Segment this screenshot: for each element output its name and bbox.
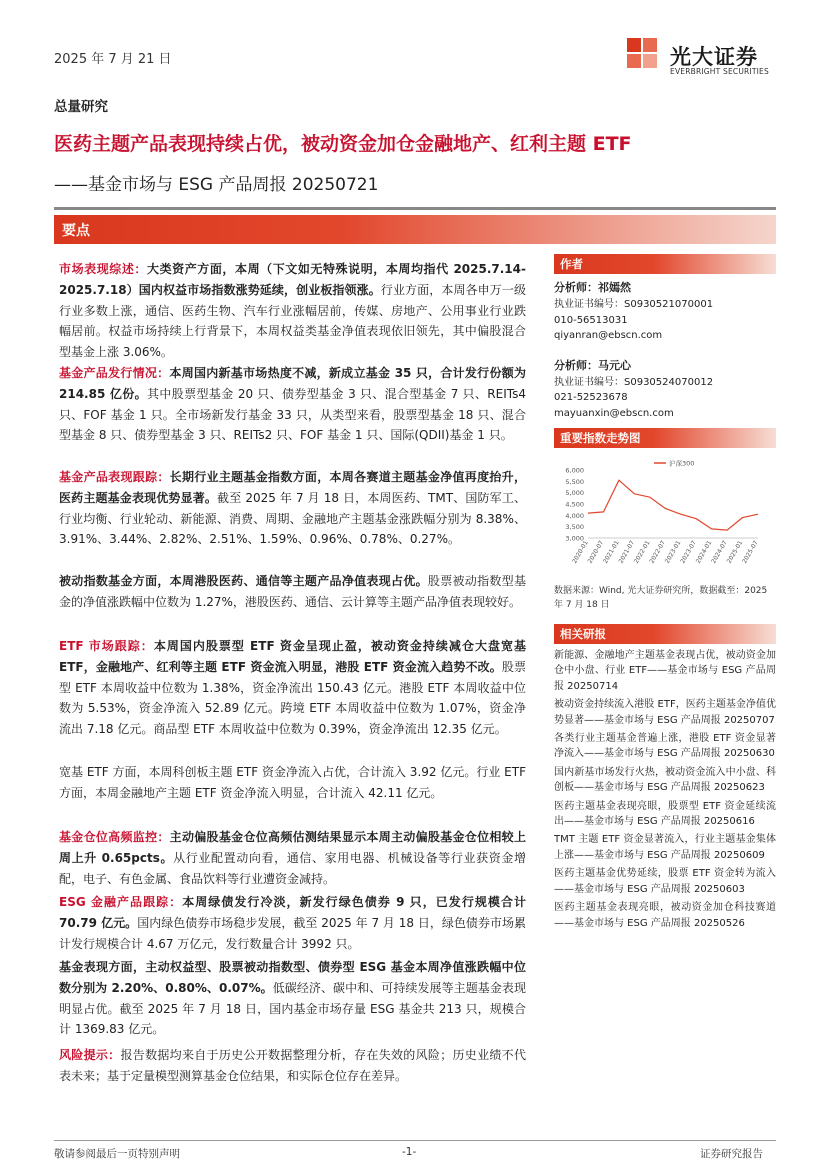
related-report-link[interactable]: 医药主题基金优势延续，股票 ETF 资金转为流入——基金市场与 ESG 产品周报 20250603 xyxy=(554,868,776,895)
footer-disclaimer[interactable]: 敬请参阅最后一页特别声明 xyxy=(54,1148,180,1160)
y-tick-label: 3,000 xyxy=(565,534,584,543)
para-etf-tracking: ETF 市场跟踪：本周国内股票型 ETF 资金呈现止盈，被动资金持续减仓大盘宽基 ETF，金融地产、红利等主题 ETF 资金流入明显，港股 ETF 资金流入趋势不改。股票型 ETF 本周收益中位数为 1.38%，资金净流出 150.43 亿元。港股 ETF 本周收益中位数为 5.53%，资金净流入 52.89 亿元。跨境 ETF 本周收益中位数为 1.07%，资金净流出 7.18 亿元。商品型 ETF 本周收益中位数为 0.39%，资金净流出 12.35 亿元。 xyxy=(59,639,526,737)
analyst-email[interactable]: mayuanxin@ebscn.com xyxy=(554,407,674,419)
related-report-link[interactable]: 医药主题基金表现亮眼，股票型 ETF 资金延续流出——基金市场与 ESG 产品周报 20250616 xyxy=(554,800,776,828)
analyst-phone: 021-52523678 xyxy=(554,392,628,403)
author-header: 作者 xyxy=(554,254,776,274)
y-tick-label: 6,000 xyxy=(565,466,584,475)
key-points-bar xyxy=(54,215,776,244)
x-tick-label: 2022-01 xyxy=(632,539,652,565)
footer-report-type: 证券研究报告 xyxy=(700,1148,763,1160)
para-fund-issuance: 基金产品发行情况：本周国内新基市场热度不减，新成立基金 35 只，合计发行份额为 214.85 亿份。其中股票型基金 20 只、债券型基金 3 只、混合型基金 7 只、REITs4 只、FOF 基金 1 只。全市场新发行基金 33 只，从类型来看，股票型基金 18 只、混合型基金 8 只、债券型基金 3 只、REITs2 只、FOF 基金 1 只、国际(QDII)基金 1 只。 xyxy=(59,366,526,443)
related-section xyxy=(554,624,776,934)
page-subtitle: ——基金市场与 ESG 产品周报 20250721 xyxy=(54,175,379,195)
report-category: 总量研究 xyxy=(54,99,108,115)
related-report-link[interactable]: 医药主题基金表现亮眼，被动资金加仓科技赛道——基金市场与 ESG 产品周报 20250526 xyxy=(554,902,776,929)
para-position-monitor: 基金仓位高频监控：主动偏股基金仓位高频估测结果显示本周主动偏股基金仓位相较上周上升 0.65pcts。从行业配置动向看，通信、家用电器、机械设备等行业获资金增配，电子、有色金属、食品饮料等行业遭资金减持。 xyxy=(59,830,526,886)
key-points-label: 要点 xyxy=(62,223,90,239)
analyst-name: 分析师：马元心 xyxy=(554,358,631,372)
x-tick-label: 2021-01 xyxy=(602,539,621,565)
report-date: 2025 年 7 月 21 日 xyxy=(54,52,172,67)
series-line-hs300 xyxy=(588,480,758,530)
para-esg-funds: 基金表现方面，主动权益型、股票被动指数型、债券型 ESG 基金本周净值涨跌幅中位数分别为 2.20%、0.80%、0.07%。低碳经济、碳中和、可持续发展等主题基金表现明显占优。截至 2025 年 7 月 18 日，国内基金市场存量 ESG 基金共 213 只，规模合计 1369.83 亿元。 xyxy=(59,960,526,1037)
y-tick-label: 5,000 xyxy=(565,489,584,498)
legend-label: 沪深300 xyxy=(669,459,695,468)
x-tick-label: 2020-07 xyxy=(586,539,606,565)
analyst-license: 执业证书编号：S0930524070012 xyxy=(554,376,714,388)
para-market-review: 市场表现综述：大类资产方面，本周（下文如无特殊说明，本周均指代 2025.7.14-2025.7.18）国内权益市场指数涨势延续，创业板指领涨。行业方面，本周各申万一级行业多数上涨，通信、医药生物、汽车行业涨幅居前，传媒、房地产、公用事业行业跌幅居前。权益市场持续上行背景下，本周权益类基金净值表现依旧领先，其中偏股混合型基金上涨 3.06%。 xyxy=(59,262,526,360)
x-tick-label: 2024-01 xyxy=(694,539,714,565)
para-broad-etf: 宽基 ETF 方面，本周科创板主题 ETF 资金净流入占优，合计流入 3.92 亿元。行业 ETF 方面，本周金融地产主题 ETF 资金净流入明显，合计流入 42.11 亿元。 xyxy=(59,765,526,800)
para-passive-index: 被动指数基金方面，本周港股医药、通信等主题产品净值表现占优。股票被动指数型基金的净值涨跌幅中位数为 1.27%，港股医药、通信、云计算等主题产品净值表现较好。 xyxy=(59,574,526,609)
para-esg-products: ESG 金融产品跟踪：本周绿债发行冷淡，新发行绿色债券 9 只，已发行规模合计 70.79 亿元。国内绿色债券市场稳步发展，截至 2025 年 7 月 18 日，绿色债券市场累计发行规模合计 4.67 万亿元，发行数量合计 3992 只。 xyxy=(59,895,526,951)
chart-source: 数据来源：Wind, 光大证券研究所，数据截至：2025 年 7 月 18 日 xyxy=(554,586,768,610)
x-tick-label: 2023-01 xyxy=(663,539,683,565)
related-report-link[interactable]: 国内新基市场发行火热，被动资金流入中小盘、科创板——基金市场与 ESG 产品周报 20250623 xyxy=(554,766,776,794)
analyst-license: 执业证书编号：S0930521070001 xyxy=(554,299,714,310)
x-tick-label: 2021-07 xyxy=(617,539,637,565)
related-report-link[interactable]: 被动资金持续流入港股 ETF，医药主题基金净值优势显著——基金市场与 ESG 产品周报 20250707 xyxy=(554,699,776,726)
y-tick-label: 5,500 xyxy=(565,477,584,486)
y-tick-label: 4,000 xyxy=(565,511,584,520)
logo-subtext: EVERBRIGHT SECURITIES xyxy=(670,67,769,76)
chart-header: 重要指数走势图 xyxy=(554,428,776,448)
author-section xyxy=(554,254,776,421)
y-tick-label: 4,500 xyxy=(565,500,584,509)
para-risk-warning: 风险提示：报告数据均来自于历史公开数据整理分析，存在失效的风险；历史业绩不代表未来；基于定量模型测算基金仓位结果，和实际仓位存在差异。 xyxy=(59,1048,526,1083)
x-tick-label: 2022-07 xyxy=(648,539,668,565)
para-fund-performance: 基金产品表现跟踪：长期行业主题基金指数方面，本周各赛道主题基金净值再度抬升，医药主题基金表现优势显著。截至 2025 年 7 月 18 日，本周医药、TMT、国防军工、行业均衡、行业轮动、新能源、消费、周期、金融地产主题基金涨跌幅分别为 8.38%、3.91%、3.44%、2.82%、2.51%、1.59%、0.96%、0.78%、0.27%。 xyxy=(59,470,526,547)
analyst-email[interactable]: qiyanran@ebscn.com xyxy=(554,330,663,341)
x-tick-label: 2025-01 xyxy=(725,539,745,565)
analyst-phone: 010-56513031 xyxy=(554,314,628,326)
chart-header-wrap xyxy=(554,428,776,448)
related-report-link[interactable]: 各类行业主题基金普遍上涨，港股 ETF 资金显著净流入——基金市场与 ESG 产品周报 20250630 xyxy=(554,733,776,760)
x-tick-label: 2024-07 xyxy=(710,539,729,565)
page-title: 医药主题产品表现持续占优，被动资金加仓金融地产、红利主题 ETF xyxy=(54,133,632,155)
analyst-name: 分析师：祁嫣然 xyxy=(554,281,631,294)
related-header: 相关研报 xyxy=(554,624,776,644)
page-number: -1- xyxy=(402,1146,417,1158)
header-divider xyxy=(54,207,776,210)
footer-divider xyxy=(54,1140,776,1141)
x-tick-label: 2025-07 xyxy=(741,539,760,565)
x-tick-label: 2020-01 xyxy=(571,539,590,565)
x-tick-label: 2023-07 xyxy=(679,539,698,565)
logo-text: 光大证券 xyxy=(670,45,758,69)
related-report-link[interactable]: 新能源、金融地产主题基金表现占优，被动资金加仓中小盘、行业 ETF——基金市场与 ESG 产品周报 20250714 xyxy=(554,650,776,692)
related-report-link[interactable]: TMT 主题 ETF 资金显著流入，行业主题基金集体上涨——基金市场与 ESG 产品周报 20250609 xyxy=(554,834,776,861)
y-tick-label: 3,500 xyxy=(565,523,584,532)
index-trend-chart xyxy=(554,458,776,583)
